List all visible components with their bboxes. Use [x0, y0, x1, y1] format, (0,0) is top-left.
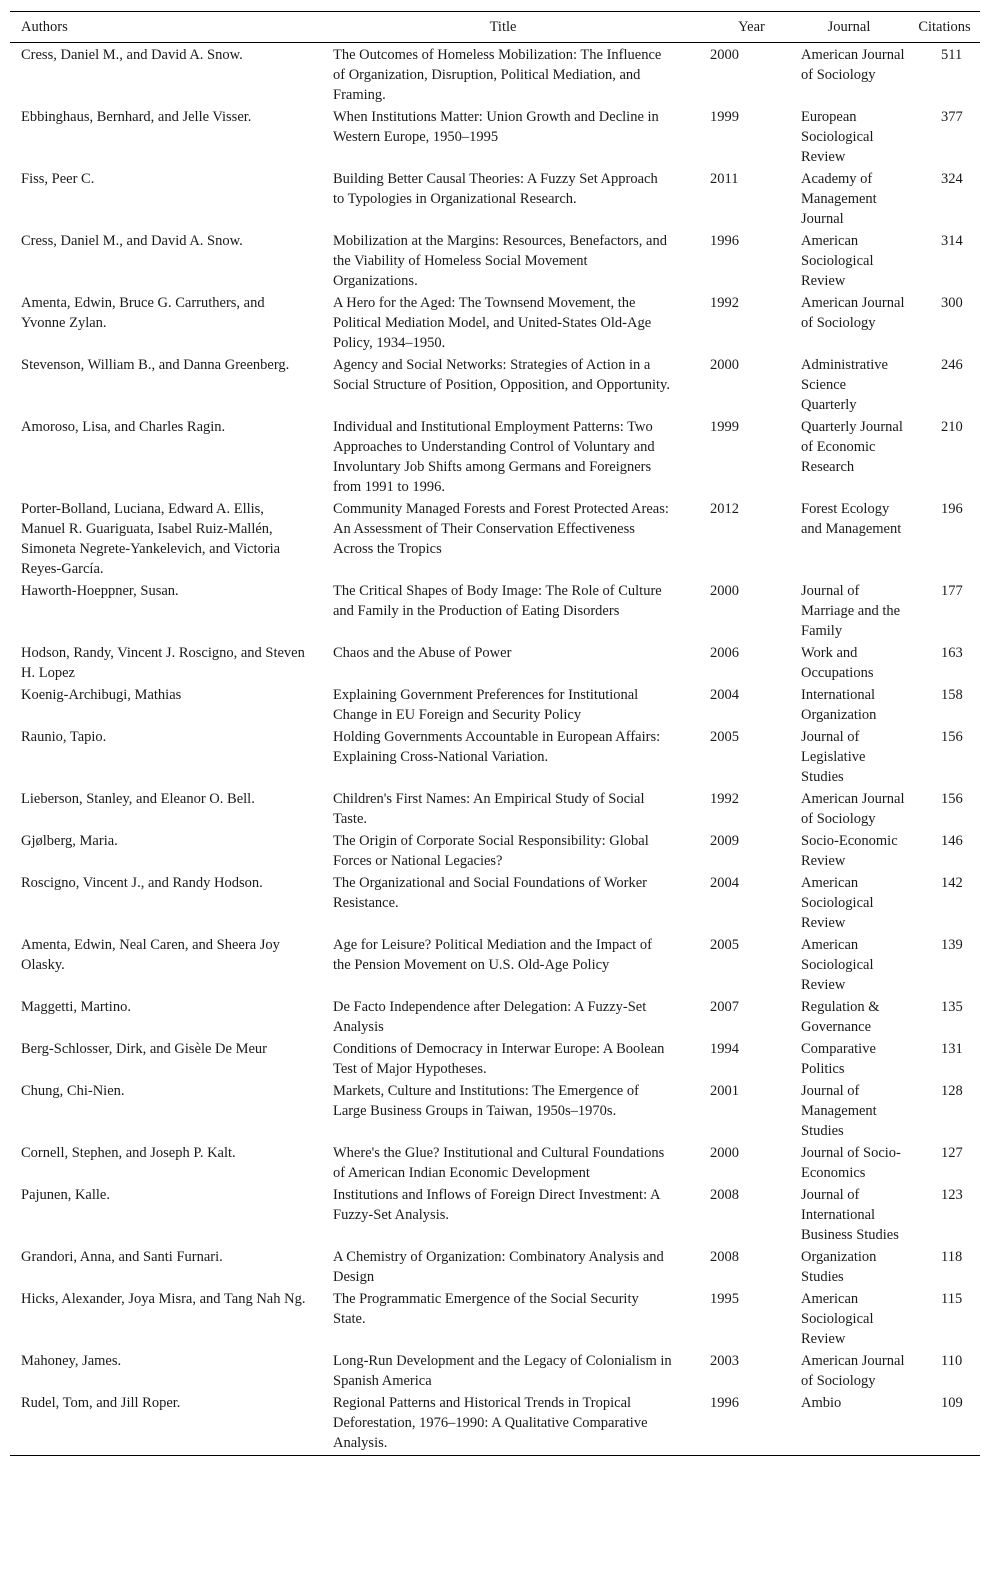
cell-citations: 163 [941, 645, 963, 661]
cell-journal: American Journal of Sociology [801, 1353, 905, 1389]
cell-citations: 139 [941, 937, 963, 953]
cell-citations: 142 [941, 875, 963, 891]
cell-citations: 110 [941, 1353, 963, 1369]
cell-journal: International Organization [801, 687, 877, 723]
cell-journal: Academy of Management Journal [801, 171, 877, 227]
cell-authors: Cress, Daniel M., and David A. Snow. [21, 47, 243, 63]
cell-citations: 123 [941, 1187, 963, 1203]
cell-year: 2000 [710, 1145, 739, 1161]
cell-title: Markets, Culture and Institutions: The Emergence of Large Business Groups in Taiwan, 1950s–1970s. [333, 1083, 639, 1119]
cell-title: Institutions and Inflows of Foreign Direct Investment: A Fuzzy-Set Analysis. [333, 1187, 660, 1223]
table-row [10, 355, 980, 417]
cell-authors: Koenig-Archibugi, Mathias [21, 687, 182, 703]
cell-year: 2004 [710, 875, 739, 891]
cell-title: Long-Run Development and the Legacy of Colonialism in Spanish America [333, 1353, 672, 1389]
cell-journal: Regulation & Governance [801, 999, 880, 1035]
table-row [10, 1081, 980, 1143]
cell-authors: Berg-Schlosser, Dirk, and Gisèle De Meur [21, 1041, 267, 1057]
cell-year: 1996 [710, 233, 739, 249]
table-body [10, 43, 980, 1456]
header-citations: Citations [909, 12, 980, 43]
cell-title: Mobilization at the Margins: Resources, Benefactors, and the Viability of Homeless Social Movement Organizations. [333, 233, 667, 289]
table-row [10, 1185, 980, 1247]
cell-citations: 246 [941, 357, 963, 373]
table-row [10, 1143, 980, 1185]
table-row [10, 935, 980, 997]
cell-title: Community Managed Forests and Forest Protected Areas: An Assessment of Their Conservation Effectiveness Across the Tropics [333, 501, 669, 557]
header-title: Title [322, 12, 684, 43]
cell-journal: Quarterly Journal of Economic Research [801, 419, 903, 475]
cell-year: 2006 [710, 645, 739, 661]
cell-authors: Amenta, Edwin, Bruce G. Carruthers, and Yvonne Zylan. [21, 295, 265, 331]
cell-journal: Forest Ecology and Management [801, 501, 902, 537]
cell-citations: 118 [941, 1249, 963, 1265]
table-row [10, 293, 980, 355]
cell-year: 1996 [710, 1395, 739, 1411]
cell-year: 2007 [710, 999, 739, 1015]
cell-authors: Grandori, Anna, and Santi Furnari. [21, 1249, 223, 1265]
cell-citations: 146 [941, 833, 963, 849]
table-row [10, 685, 980, 727]
cell-citations: 135 [941, 999, 963, 1015]
cell-authors: Fiss, Peer C. [21, 171, 95, 187]
cell-authors: Maggetti, Martino. [21, 999, 131, 1015]
cell-authors: Hicks, Alexander, Joya Misra, and Tang Nah Ng. [21, 1291, 306, 1307]
cell-year: 2011 [710, 171, 739, 187]
cell-journal: Journal of Marriage and the Family [801, 583, 901, 639]
cell-citations: 115 [941, 1291, 963, 1307]
cell-journal: American Journal of Sociology [801, 295, 905, 331]
table-row [10, 727, 980, 789]
table-row [10, 1351, 980, 1393]
table-row [10, 1039, 980, 1081]
cell-year: 2000 [710, 583, 739, 599]
cell-title: Children's First Names: An Empirical Study of Social Taste. [333, 791, 645, 827]
cell-title: Individual and Institutional Employment Patterns: Two Approaches to Understanding Control of Voluntary and Involuntary Job Shifts among Germans and Foreigners from 1991 to 1996. [333, 419, 655, 495]
cell-title: Explaining Government Preferences for Institutional Change in EU Foreign and Security Policy [333, 687, 639, 723]
cell-authors: Lieberson, Stanley, and Eleanor O. Bell. [21, 791, 255, 807]
cell-year: 2009 [710, 833, 739, 849]
cell-title: When Institutions Matter: Union Growth and Decline in Western Europe, 1950–1995 [333, 109, 659, 145]
cell-citations: 127 [941, 1145, 963, 1161]
table-row [10, 1393, 980, 1456]
cell-journal: Journal of International Business Studies [801, 1187, 899, 1243]
cell-authors: Chung, Chi-Nien. [21, 1083, 125, 1099]
table-row [10, 43, 980, 108]
cell-citations: 156 [941, 791, 963, 807]
cell-citations: 377 [941, 109, 963, 125]
table-row [10, 169, 980, 231]
cell-authors: Mahoney, James. [21, 1353, 122, 1369]
cell-year: 2001 [710, 1083, 739, 1099]
cell-authors: Cornell, Stephen, and Joseph P. Kalt. [21, 1145, 236, 1161]
cell-title: Age for Leisure? Political Mediation and the Impact of the Pension Movement on U.S. Old-Age Policy [333, 937, 652, 973]
cell-year: 1995 [710, 1291, 739, 1307]
cell-year: 2008 [710, 1187, 739, 1203]
cell-year: 2012 [710, 501, 739, 517]
table-row [10, 231, 980, 293]
cell-title: Conditions of Democracy in Interwar Europe: A Boolean Test of Major Hypotheses. [333, 1041, 665, 1077]
cell-authors: Rudel, Tom, and Jill Roper. [21, 1395, 181, 1411]
cell-title: The Outcomes of Homeless Mobilization: The Influence of Organization, Disruption, Political Mediation, and Framing. [333, 47, 662, 103]
cell-journal: American Sociological Review [801, 937, 874, 993]
table-row [10, 831, 980, 873]
cell-title: Chaos and the Abuse of Power [333, 645, 512, 661]
header-row [10, 12, 980, 43]
cell-journal: American Journal of Sociology [801, 47, 905, 83]
cell-year: 2000 [710, 47, 739, 63]
cell-citations: 511 [941, 47, 963, 63]
cell-authors: Amenta, Edwin, Neal Caren, and Sheera Joy Olasky. [21, 937, 280, 973]
cell-title: Building Better Causal Theories: A Fuzzy Set Approach to Typologies in Organizational Research. [333, 171, 658, 207]
cell-title: Where's the Glue? Institutional and Cultural Foundations of American Indian Economic Development [333, 1145, 665, 1181]
cell-journal: Journal of Legislative Studies [801, 729, 866, 785]
cell-journal: Ambio [801, 1395, 842, 1411]
cell-title: De Facto Independence after Delegation: A Fuzzy-Set Analysis [333, 999, 647, 1035]
cell-journal: American Sociological Review [801, 1291, 874, 1347]
header-year: Year [684, 12, 789, 43]
cell-title: A Chemistry of Organization: Combinatory Analysis and Design [333, 1249, 664, 1285]
cell-year: 2005 [710, 729, 739, 745]
cell-journal: Work and Occupations [801, 645, 874, 681]
cell-title: Regional Patterns and Historical Trends in Tropical Deforestation, 1976–1990: A Qualitative Comparative Analysis. [333, 1395, 648, 1451]
cell-title: Holding Governments Accountable in European Affairs: Explaining Cross-National Variation. [333, 729, 661, 765]
cell-year: 2000 [710, 357, 739, 373]
cell-year: 1999 [710, 419, 739, 435]
cell-title: The Organizational and Social Foundations of Worker Resistance. [333, 875, 648, 911]
cell-authors: Cress, Daniel M., and David A. Snow. [21, 233, 243, 249]
table-row [10, 499, 980, 581]
cell-authors: Porter-Bolland, Luciana, Edward A. Ellis, Manuel R. Guariguata, Isabel Ruiz-Mallén, Simoneta Negrete-Yankelevich, and Victoria Reyes-García. [21, 501, 281, 577]
cell-citations: 109 [941, 1395, 963, 1411]
cell-citations: 128 [941, 1083, 963, 1099]
cell-title: A Hero for the Aged: The Townsend Movement, the Political Mediation Model, and United-States Old-Age Policy, 1934–1950. [333, 295, 652, 351]
cell-authors: Raunio, Tapio. [21, 729, 107, 745]
header-journal: Journal [789, 12, 909, 43]
cell-year: 2005 [710, 937, 739, 953]
cell-citations: 300 [941, 295, 963, 311]
cell-authors: Roscigno, Vincent J., and Randy Hodson. [21, 875, 263, 891]
table-row [10, 1247, 980, 1289]
cell-authors: Ebbinghaus, Bernhard, and Jelle Visser. [21, 109, 252, 125]
cell-citations: 177 [941, 583, 963, 599]
cell-year: 2008 [710, 1249, 739, 1265]
cell-authors: Hodson, Randy, Vincent J. Roscigno, and Steven H. Lopez [21, 645, 305, 681]
cell-year: 1999 [710, 109, 739, 125]
cell-citations: 131 [941, 1041, 963, 1057]
cell-journal: American Sociological Review [801, 233, 874, 289]
table-row [10, 417, 980, 499]
cell-authors: Haworth-Hoeppner, Susan. [21, 583, 179, 599]
cell-citations: 210 [941, 419, 963, 435]
cell-year: 2004 [710, 687, 739, 703]
cell-title: Agency and Social Networks: Strategies of Action in a Social Structure of Position, Opposition, and Opportunity. [333, 357, 670, 393]
cell-journal: Comparative Politics [801, 1041, 876, 1077]
table-row [10, 873, 980, 935]
cell-year: 1992 [710, 295, 739, 311]
table-row [10, 1289, 980, 1351]
cell-title: The Critical Shapes of Body Image: The Role of Culture and Family in the Production of Eating Disorders [333, 583, 662, 619]
cell-journal: European Sociological Review [801, 109, 874, 165]
table-row [10, 997, 980, 1039]
cell-authors: Stevenson, William B., and Danna Greenberg. [21, 357, 290, 373]
cell-journal: American Journal of Sociology [801, 791, 905, 827]
cell-citations: 158 [941, 687, 963, 703]
table-row [10, 789, 980, 831]
cell-citations: 156 [941, 729, 963, 745]
cell-title: The Origin of Corporate Social Responsibility: Global Forces or National Legacies? [333, 833, 649, 869]
table-row [10, 107, 980, 169]
cell-journal: Journal of Management Studies [801, 1083, 877, 1139]
cell-title: The Programmatic Emergence of the Social Security State. [333, 1291, 639, 1327]
citations-table [10, 11, 980, 1456]
cell-authors: Amoroso, Lisa, and Charles Ragin. [21, 419, 226, 435]
cell-journal: Administrative Science Quarterly [801, 357, 888, 413]
table-row [10, 581, 980, 643]
cell-journal: American Sociological Review [801, 875, 874, 931]
header-authors: Authors [10, 12, 322, 43]
cell-journal: Journal of Socio-Economics [801, 1145, 901, 1181]
cell-year: 2003 [710, 1353, 739, 1369]
cell-journal: Socio-Economic Review [801, 833, 898, 869]
cell-authors: Pajunen, Kalle. [21, 1187, 110, 1203]
cell-citations: 324 [941, 171, 963, 187]
cell-citations: 314 [941, 233, 963, 249]
cell-year: 1994 [710, 1041, 739, 1057]
cell-year: 1992 [710, 791, 739, 807]
cell-citations: 196 [941, 501, 963, 517]
cell-journal: Organization Studies [801, 1249, 877, 1285]
cell-authors: Gjølberg, Maria. [21, 833, 118, 849]
table-row [10, 643, 980, 685]
